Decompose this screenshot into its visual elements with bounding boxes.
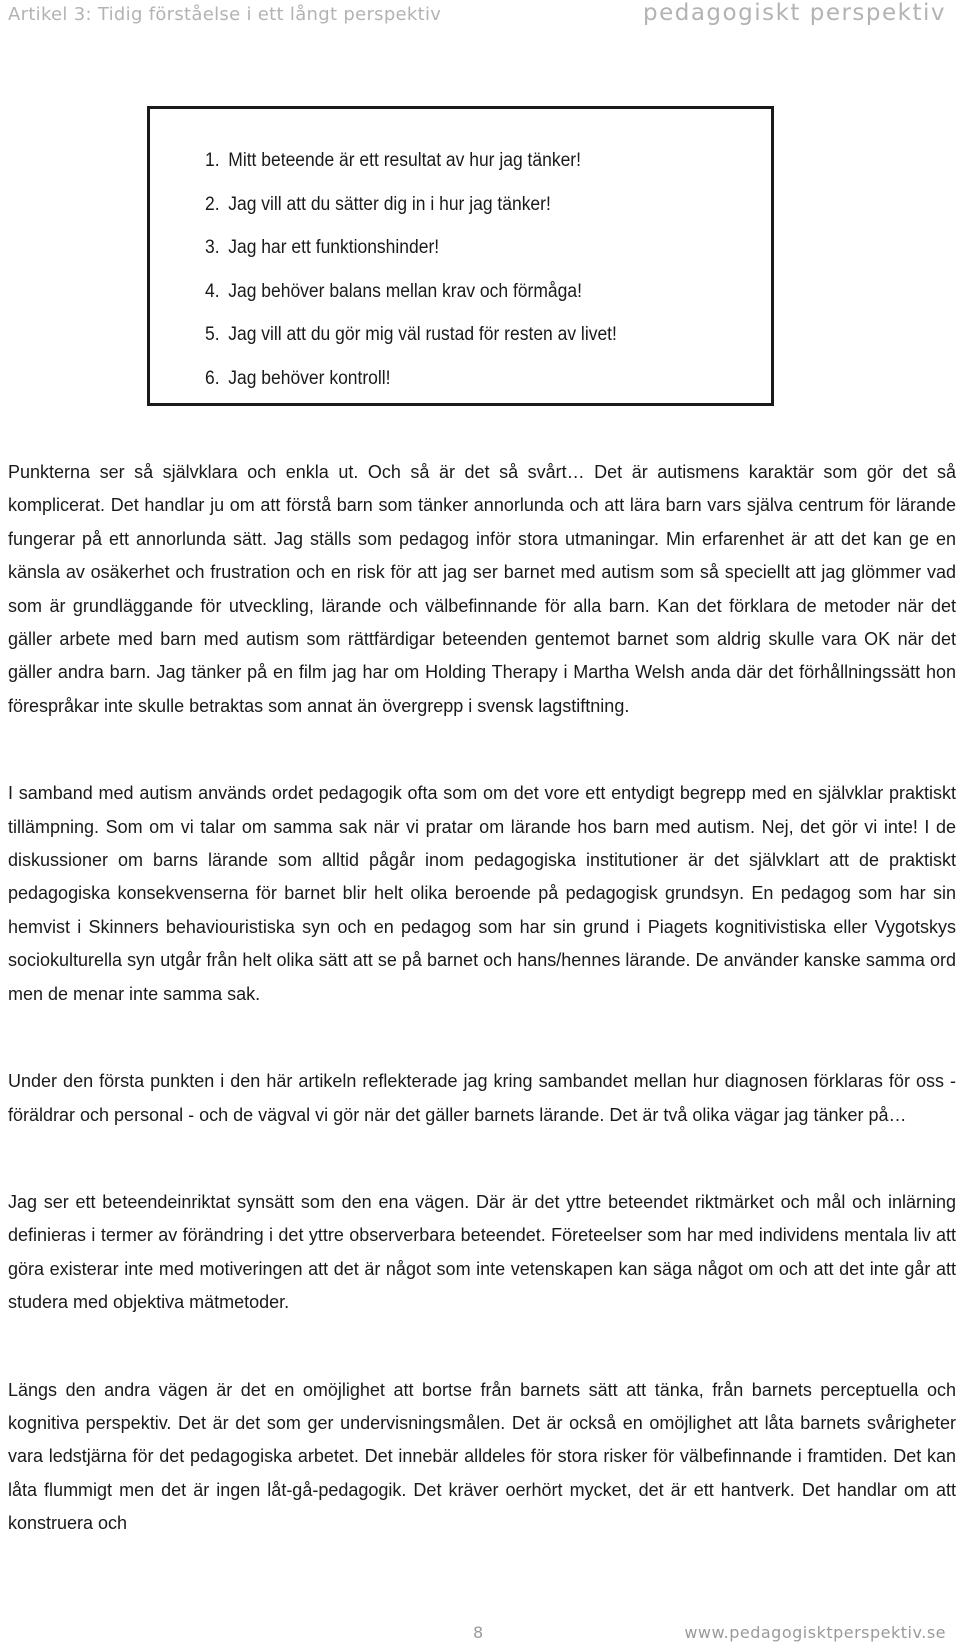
header-article-title: Artikel 3: Tidig förståelse i ett långt perspektiv (8, 4, 442, 25)
article-body (8, 456, 956, 1541)
list-item-text: Jag behöver kontroll! (228, 367, 391, 389)
list-item (205, 183, 617, 227)
paragraph: Längs den andra vägen är det en omöjlighet att bortse från barnets sätt att tänka, från barnets perceptuella och kognitiva perspektiv. Det är det som ger undervisningsmålen. Det är också en omöjlighet att låta barnets svårigheter vara ledstjärna för det pedagogiska arbetet. Det innebär alldeles för stora risker för välbefinnande i framtiden. Det kan låta flummigt men det är ingen låt-gå-pedagogik. Det kräver oerhört mycket, det är ett hantverk. Det handlar om att konstruera och (8, 1379, 956, 1534)
list-item-text: Jag vill att du gör mig väl rustad för resten av livet! (228, 324, 617, 345)
list-item (205, 313, 617, 357)
list-item-text: Mitt beteende är ett resultat av hur jag tänker! (228, 150, 581, 171)
paragraph: Under den första punkten i den här artikeln reflekterade jag kring sambandet mellan hur diagnosen förklaras för oss - föräldrar och personal - och de vägval vi gör när det gäller barnets lärande. Det är två olika vägar jag tänker på… (8, 1071, 956, 1125)
header-brand: pedagogiskt perspektiv (642, 0, 946, 26)
numbered-list-box (147, 106, 774, 406)
page-number: 8 (473, 1623, 484, 1642)
list-item (205, 139, 617, 183)
list-item-number: 4. (205, 280, 220, 302)
paragraph: Jag ser ett beteendeinriktat synsätt som den ena vägen. Där är det yttre beteendet riktmärket och mål och inlärning definieras i termer av förändring i det yttre observerbara beteendet. Företeelser som har med individens mentala liv att göra existerar inte med motiveringen att det är något som inte vetenskapen kan säga något om och att det inte går att studera med objektiva mätmetoder. (8, 1191, 956, 1313)
list-item-number: 5. (205, 324, 220, 345)
list-item-text: Jag vill att du sätter dig in i hur jag tänker! (228, 193, 551, 215)
list-item (205, 357, 617, 401)
list-item-number: 6. (205, 367, 220, 389)
numbered-list (205, 139, 653, 400)
list-item-number: 2. (205, 193, 220, 215)
paragraph: I samband med autism används ordet pedagogik ofta som om det vore ett entydigt begrepp med en självklar praktiskt tillämpning. Som om vi talar om samma sak när vi pratar om lärande hos barn med autism. Nej, det gör vi inte! I de diskussioner om barns lärande som alltid pågår inom pedagogiska institutioner är det självklart att de praktiskt pedagogiska konsekvenserna för barnet blir helt olika beroende på pedagogisk grundsyn. En pedagog som har sin hemvist i Skinners behaviouristiska syn och en pedagog som har sin grund i Piagets kognitivistiska eller Vygotskys sociokulturella syn utgår från helt olika sätt att se på barnet och hans/hennes lärande. De använder kanske samma ord men de menar inte samma sak. (8, 783, 956, 1004)
footer-website: www.pedagogisktperspektiv.se (684, 1623, 946, 1642)
list-item (205, 226, 617, 270)
list-item-number: 3. (205, 237, 220, 258)
list-item-text: Jag behöver balans mellan krav och förmåga! (228, 280, 582, 302)
list-item (205, 270, 617, 314)
list-item-text: Jag har ett funktionshinder! (228, 237, 440, 258)
list-item-number: 1. (205, 150, 220, 171)
paragraph: Punkterna ser så självklara och enkla ut. Och så är det så svårt… Det är autismens karaktär som gör det så komplicerat. Det handlar ju om att förstå barn som tänker annorlunda och att lära barn vars själva centrum för lärande fungerar på ett annorlunda sätt. Jag ställs som pedagog inför stora utmaningar. Min erfarenhet är att det kan ge en känsla av osäkerhet och frustration och en risk för att jag ser barnet med autism som så speciellt att jag glömmer vad som är grundläggande för utveckling, lärande och välbefinnande för alla barn. Kan det förklara de metoder när det gäller arbete med barn med autism som rättfärdigar beteenden gentemot barnet som aldrig skulle vara OK när det gäller andra barn. Jag tänker på en film jag har om Holding Therapy i Martha Welsh anda där det förhållningssätt hon förespråkar inte skulle betraktas som annat än övergrepp i svensk lagstiftning. (8, 462, 956, 716)
